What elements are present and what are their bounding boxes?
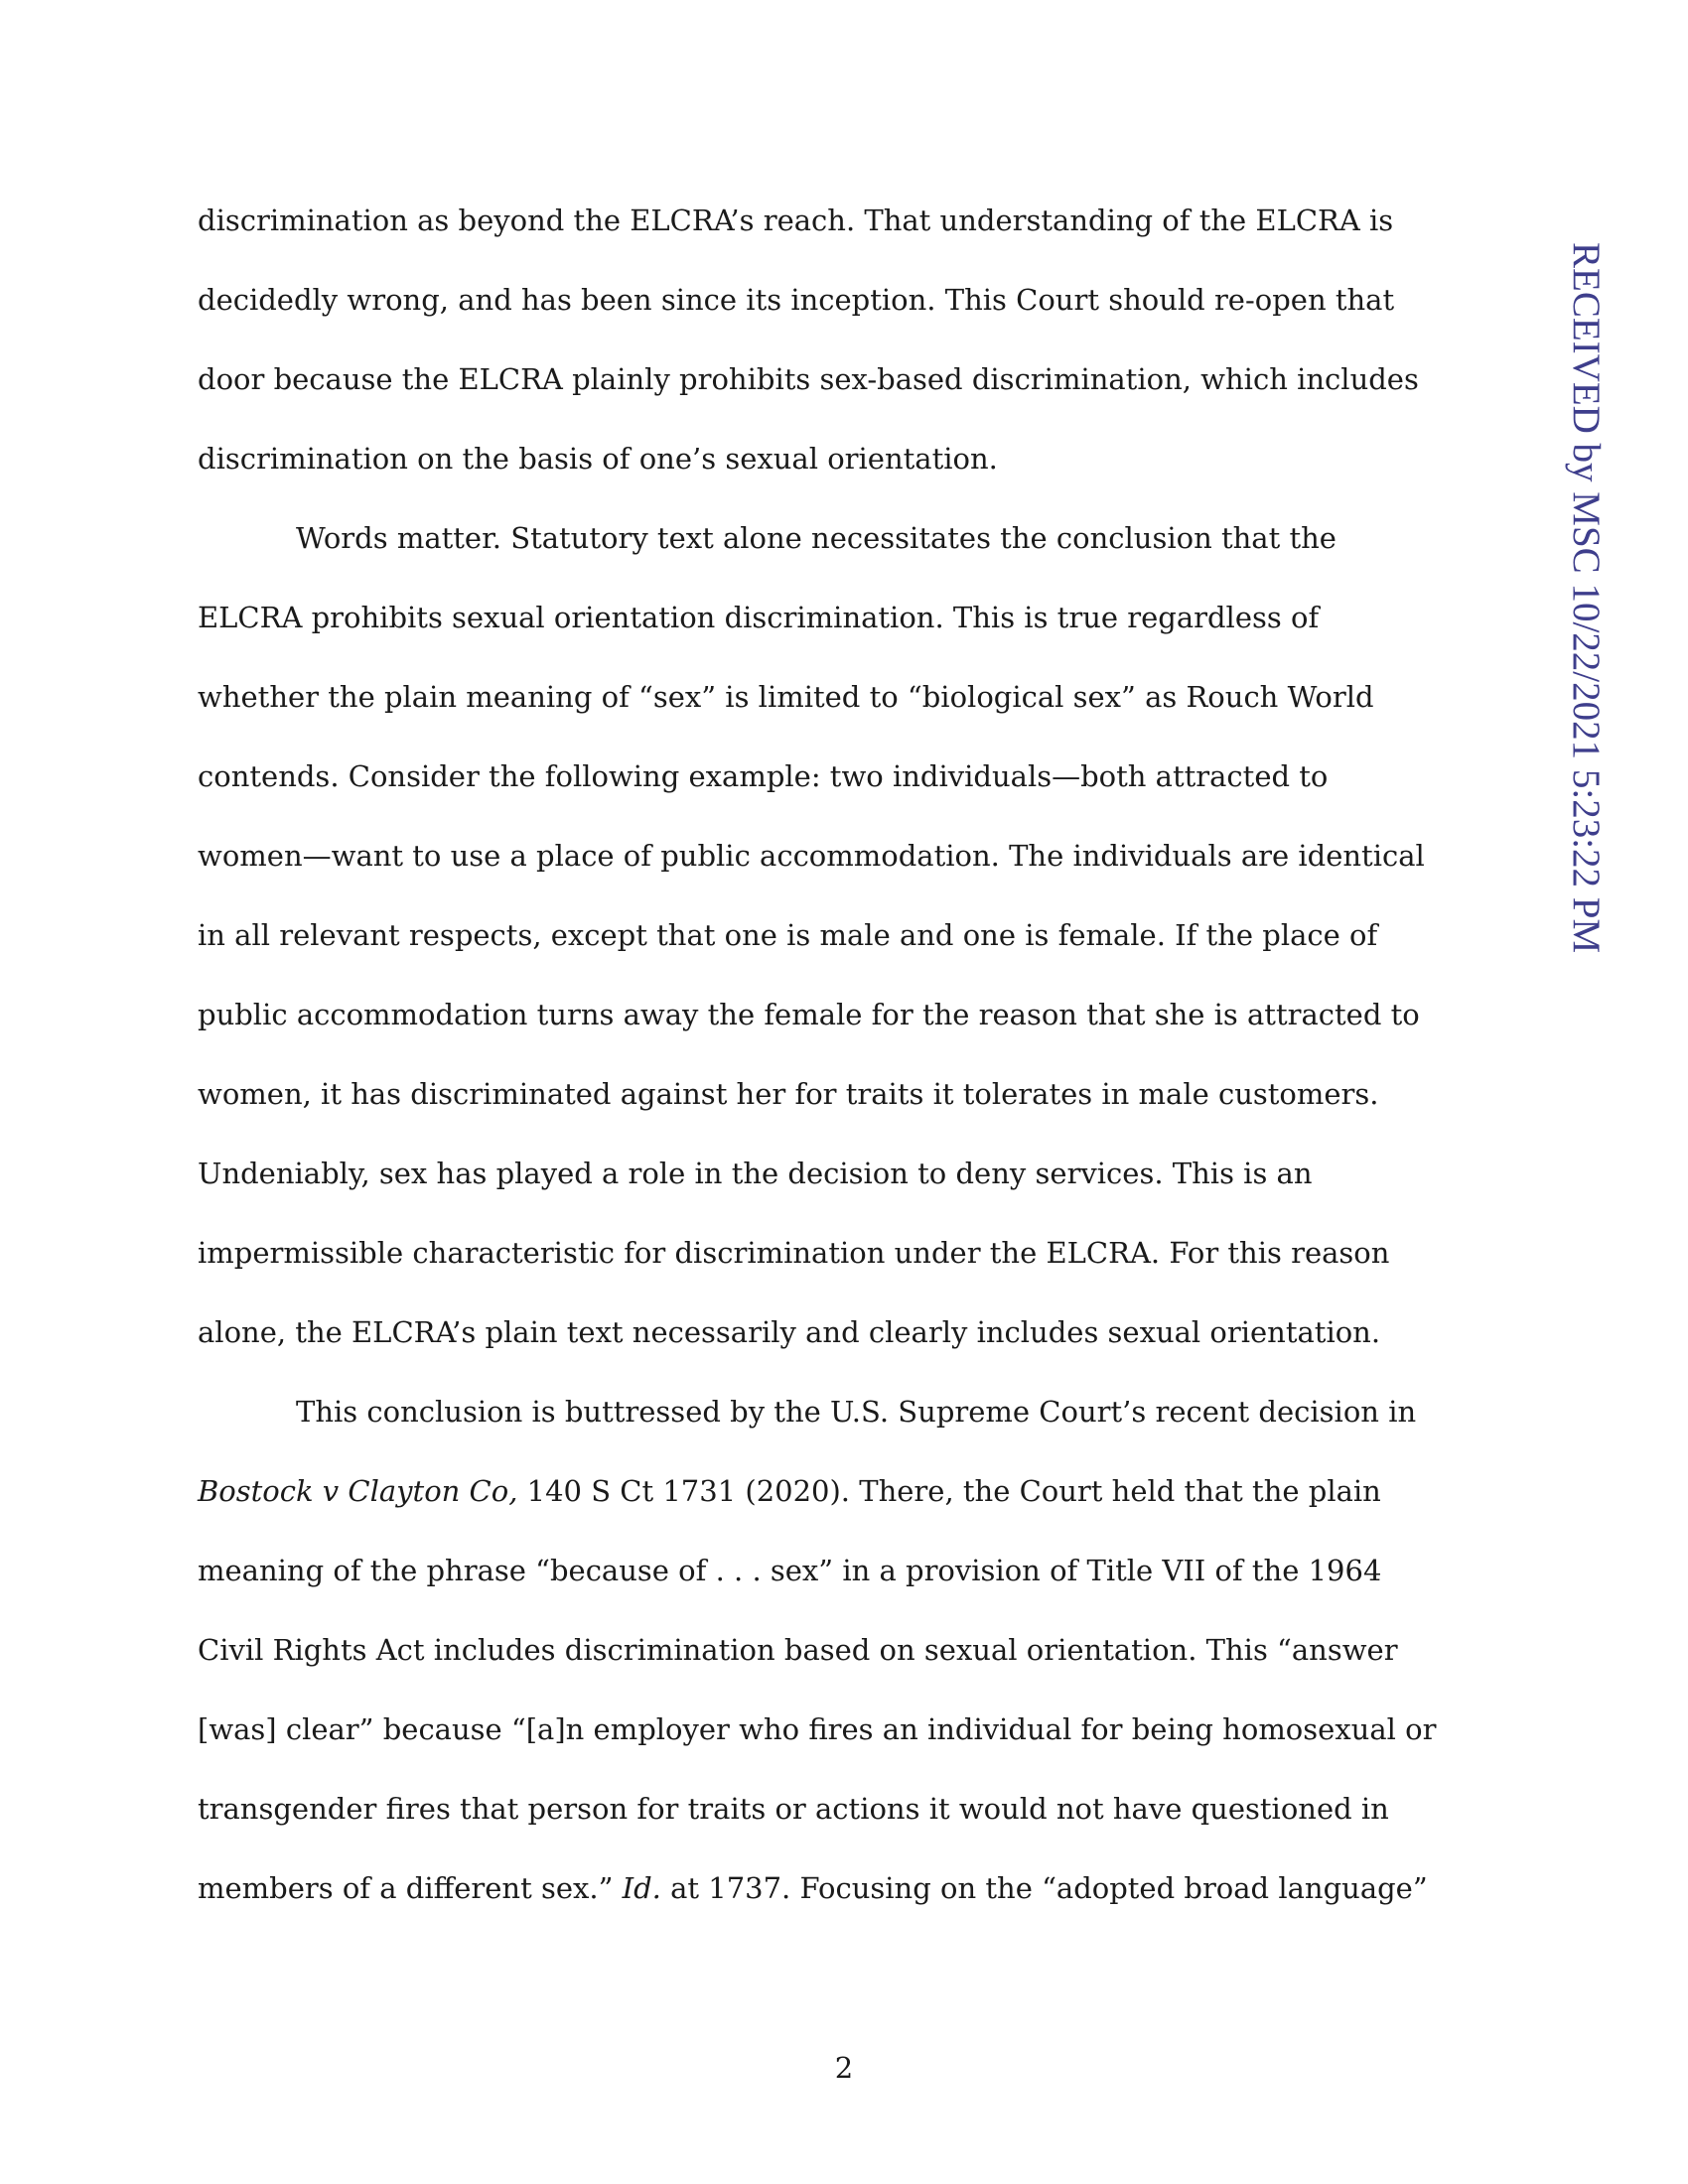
paragraph-first-line: This conclusion is buttressed by the U.S. Supreme Court’s recent decision in: [296, 1395, 1417, 1429]
id-citation: Id.: [622, 1871, 661, 1905]
paragraph-first-line: Words matter. Statutory text alone necessitates the conclusion that the: [296, 521, 1336, 555]
text-line: discrimination as beyond the ELCRA’s reach. That understanding of the ELCRA is: [198, 204, 1394, 237]
received-stamp: RECEIVED by MSC 10/22/2021 5:23:22 PM: [1565, 242, 1608, 954]
text-line: public accommodation turns away the female for the reason that she is attracted to: [198, 998, 1420, 1031]
text-line: whether the plain meaning of “sex” is limited to “biological sex” as Rouch World: [198, 680, 1374, 714]
text-line: discrimination on the basis of one’s sexual orientation.: [198, 442, 998, 476]
text-line: [198, 1461, 1498, 1541]
text-line: decidedly wrong, and has been since its inception. This Court should re-open that: [198, 283, 1395, 317]
text-line: transgender fires that person for traits or actions it would not have questioned in: [198, 1792, 1389, 1826]
text-line: [198, 1858, 1498, 1938]
text-line: Undeniably, sex has played a role in the decision to deny services. This is an: [198, 1157, 1313, 1190]
text-line: contends. Consider the following example: two individuals—both attracted to: [198, 759, 1329, 793]
text-span: 140 S Ct 1731 (2020). There, the Court held that the plain: [517, 1474, 1381, 1508]
text-line: women, it has discriminated against her for traits it tolerates in male customers.: [198, 1077, 1379, 1111]
text-line: impermissible characteristic for discrimination under the ELCRA. For this reason: [198, 1236, 1390, 1270]
case-citation: Bostock v Clayton Co,: [198, 1474, 518, 1508]
text-line: ELCRA prohibits sexual orientation discrimination. This is true regardless of: [198, 601, 1320, 634]
text-span: members of a different sex.”: [198, 1871, 623, 1905]
text-line: door because the ELCRA plainly prohibits sex-based discrimination, which includes: [198, 362, 1419, 396]
body-text: [198, 191, 1498, 1938]
text-line: Civil Rights Act includes discrimination based on sexual orientation. This “answer: [198, 1633, 1398, 1667]
text-line: in all relevant respects, except that one is male and one is female. If the place of: [198, 918, 1378, 952]
page-number: 2: [834, 2051, 854, 2085]
text-span: at 1737. Focusing on the “adopted broad language”: [660, 1871, 1428, 1905]
text-line: meaning of the phrase “because of . . . sex” in a provision of Title VII of the 1964: [198, 1554, 1382, 1587]
text-line: women—want to use a place of public accommodation. The individuals are identical: [198, 839, 1425, 873]
text-line: [was] clear” because “[a]n employer who fires an individual for being homosexual or: [198, 1712, 1437, 1746]
text-line: alone, the ELCRA’s plain text necessarily and clearly includes sexual orientation.: [198, 1315, 1381, 1349]
